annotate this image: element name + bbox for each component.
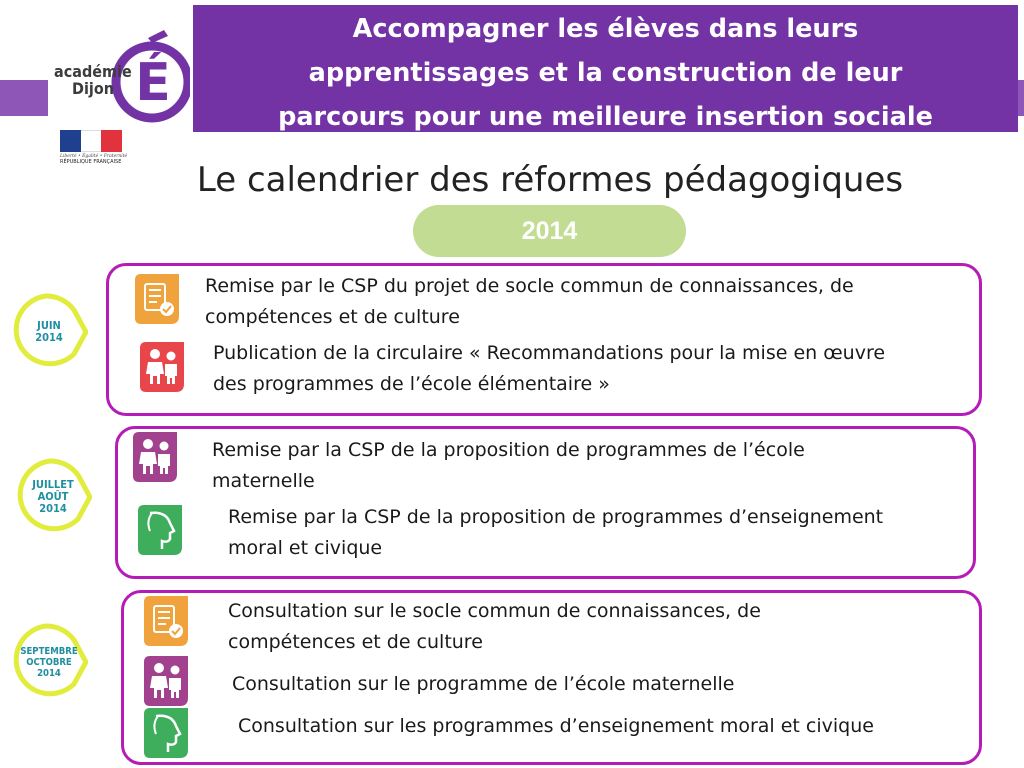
logo-academie: académie — [54, 62, 132, 81]
date-badge-juillet-aout — [16, 457, 92, 537]
date-badge-label: SEPTEMBRE OCTOBRE 2014 — [20, 645, 78, 679]
date-badge-septembre-octobre — [12, 622, 88, 702]
page-subtitle: Le calendrier des réformes pédagogiques — [196, 160, 904, 200]
academie-dijon-logo — [52, 30, 190, 130]
children-icon — [136, 340, 188, 394]
checklist-icon — [140, 594, 192, 648]
timeline-item: Remise par la CSP de la proposition de programmes d’enseignement moral et civique — [228, 506, 884, 559]
title-line: Accompagner les élèves dans leurs — [352, 14, 859, 44]
timeline-item: Remise par la CSP de la proposition de programmes de l’école maternelle — [212, 439, 805, 492]
head-profile-icon — [134, 503, 186, 557]
logo-letter: É — [135, 53, 171, 113]
timeline-item: Consultation sur le programme de l’école maternelle — [232, 673, 735, 695]
timeline-item: Consultation sur les programmes d’enseignement moral et civique — [238, 715, 874, 737]
head-profile-icon — [140, 706, 192, 760]
republique-name: RÉPUBLIQUE FRANÇAISE — [60, 159, 122, 165]
timeline-item: Consultation sur le socle commun de connaissances, de compétences et de culture — [228, 600, 761, 653]
date-badge-label: JUILLET AOÛT 2014 — [32, 478, 74, 515]
children-icon — [140, 654, 192, 708]
republique-motto: Liberté • Égalité • Fraternité — [60, 154, 128, 159]
date-badge-label: JUIN 2014 — [35, 319, 63, 344]
year-badge: 2014 — [413, 205, 686, 257]
logo-dijon: Dijon — [72, 79, 114, 98]
title-banner — [193, 5, 1018, 132]
date-badge-juin — [12, 292, 88, 372]
french-flag-icon — [60, 130, 122, 152]
timeline-item: Publication de la circulaire « Recommandations pour la mise en œuvre des programmes de l’école élémentaire » — [213, 342, 886, 395]
timeline-item: Remise par le CSP du projet de socle commun de connaissances, de compétences et de culture — [205, 275, 854, 328]
title-line: apprentissages et la construction de leur — [308, 58, 903, 88]
title-line: parcours pour une meilleure insertion sociale — [278, 102, 933, 132]
checklist-icon — [131, 272, 183, 326]
left-band — [0, 80, 48, 116]
children-icon — [129, 430, 181, 484]
right-band — [1018, 80, 1024, 116]
